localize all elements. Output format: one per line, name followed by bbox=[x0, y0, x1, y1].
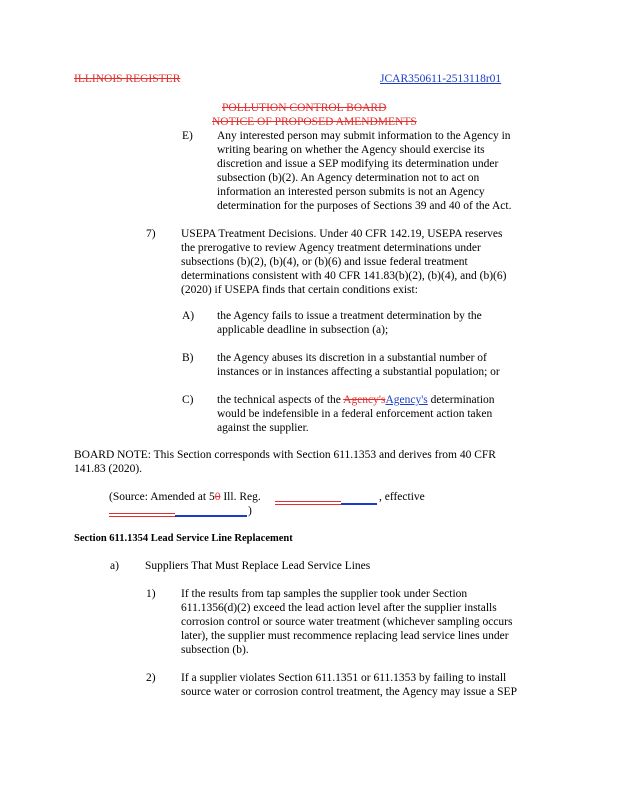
source-red-blank-1b bbox=[275, 504, 341, 505]
source-blue-blank-1 bbox=[341, 503, 377, 505]
item-7-line: determinations consistent with 40 CFR 141.83(b)(2), (b)(4), and (b)(6) bbox=[181, 270, 507, 282]
item-e-line: subsection (b)(2). An Agency determination not to act on bbox=[217, 172, 480, 184]
item-e-line: discretion and issue a SEP modifying its determination under bbox=[217, 158, 499, 170]
item-1-line: 611.1356(d)(2) exceed the lead action level after the supplier installs bbox=[181, 602, 497, 614]
item-7b-label: B) bbox=[182, 352, 194, 364]
item-2-line: If a supplier violates Section 611.1351 or 611.1353 by failing to install bbox=[181, 672, 507, 684]
inserted-agencys: Agency's bbox=[385, 394, 428, 406]
item-7-line: USEPA Treatment Decisions. Under 40 CFR 142.19, USEPA reserves bbox=[181, 228, 503, 240]
source-red-blank-2b bbox=[109, 516, 175, 517]
item-7a-line: the Agency fails to issue a treatment determination by the bbox=[217, 310, 482, 322]
board-title: POLLUTION CONTROL BOARD bbox=[222, 102, 387, 114]
source-red-blank-1 bbox=[275, 501, 341, 502]
source-prefix: (Source: Amended at 5 bbox=[109, 491, 215, 503]
item-1-line: later), the supplier must recommence replacing lead service lines under bbox=[181, 630, 509, 642]
board-note-line: BOARD NOTE: This Section corresponds with Section 611.1353 and derives from 40 CFR bbox=[74, 449, 496, 461]
item-e-line: determination for the purposes of Sections 39 and 40 of the Act. bbox=[217, 200, 512, 212]
item-2-label: 2) bbox=[146, 672, 156, 684]
jcar-code[interactable]: JCAR350611-2513118r01 bbox=[380, 73, 502, 85]
item-7a-line: applicable deadline in subsection (a); bbox=[217, 324, 389, 336]
item-7a-label: A) bbox=[182, 310, 195, 322]
item-7c-post: determination bbox=[427, 394, 495, 406]
notice-title: NOTICE OF PROPOSED AMENDMENTS bbox=[212, 116, 417, 128]
item-7-line: (2020) if USEPA finds that certain conditions exist: bbox=[181, 284, 418, 296]
subsection-a-text: Suppliers That Must Replace Lead Service Lines bbox=[145, 560, 371, 572]
source-close: ) bbox=[248, 505, 252, 517]
illinois-register-label: ILLINOIS REGISTER bbox=[74, 73, 181, 85]
source-red-blank-2 bbox=[109, 513, 175, 514]
source-reg: Ill. Reg. bbox=[220, 491, 261, 503]
item-1-label: 1) bbox=[146, 588, 156, 600]
item-7c-line: against the supplier. bbox=[217, 422, 309, 434]
item-7c-first-line bbox=[217, 393, 495, 407]
item-1-line: corrosion control or source water treatment (whichever sampling occurs bbox=[181, 616, 513, 628]
item-7b-line: instances or in instances affecting a substantial population; or bbox=[217, 366, 500, 378]
item-7-line: subsections (b)(2), (b)(4), or (b)(6) and issue federal treatment bbox=[181, 256, 468, 268]
item-e-line: information an interested person submits is not an Agency bbox=[217, 186, 485, 198]
source-blue-blank-2 bbox=[175, 515, 247, 517]
section-heading: Section 611.1354 Lead Service Line Replacement bbox=[74, 533, 293, 544]
item-7c-pre: the technical aspects of the bbox=[217, 394, 344, 406]
source-deleted-digit: 0 bbox=[214, 491, 221, 503]
item-1-line: If the results from tap samples the supplier took under Section bbox=[181, 588, 468, 600]
source-line bbox=[109, 490, 261, 504]
item-7b-line: the Agency abuses its discretion in a substantial number of bbox=[217, 352, 487, 364]
item-e-label: E) bbox=[182, 130, 193, 142]
item-e-line: Any interested person may submit information to the Agency in bbox=[217, 130, 511, 142]
item-2-line: source water or corrosion control treatment, the Agency may issue a SEP bbox=[181, 686, 517, 698]
item-7c-line: would be indefensible in a federal enforcement action taken bbox=[217, 408, 493, 420]
deleted-agencys: Agency's bbox=[343, 394, 386, 406]
item-e-line: writing bearing on whether the Agency should exercise its bbox=[217, 144, 485, 156]
item-7-line: the prerogative to review Agency treatment determinations under bbox=[181, 242, 481, 254]
subsection-a-label: a) bbox=[110, 560, 119, 572]
source-effective: , effective bbox=[379, 491, 425, 503]
item-7c-label: C) bbox=[182, 394, 194, 406]
item-7-label: 7) bbox=[146, 228, 156, 240]
board-note-line: 141.83 (2020). bbox=[74, 463, 143, 475]
item-1-line: subsection (b). bbox=[181, 644, 249, 656]
